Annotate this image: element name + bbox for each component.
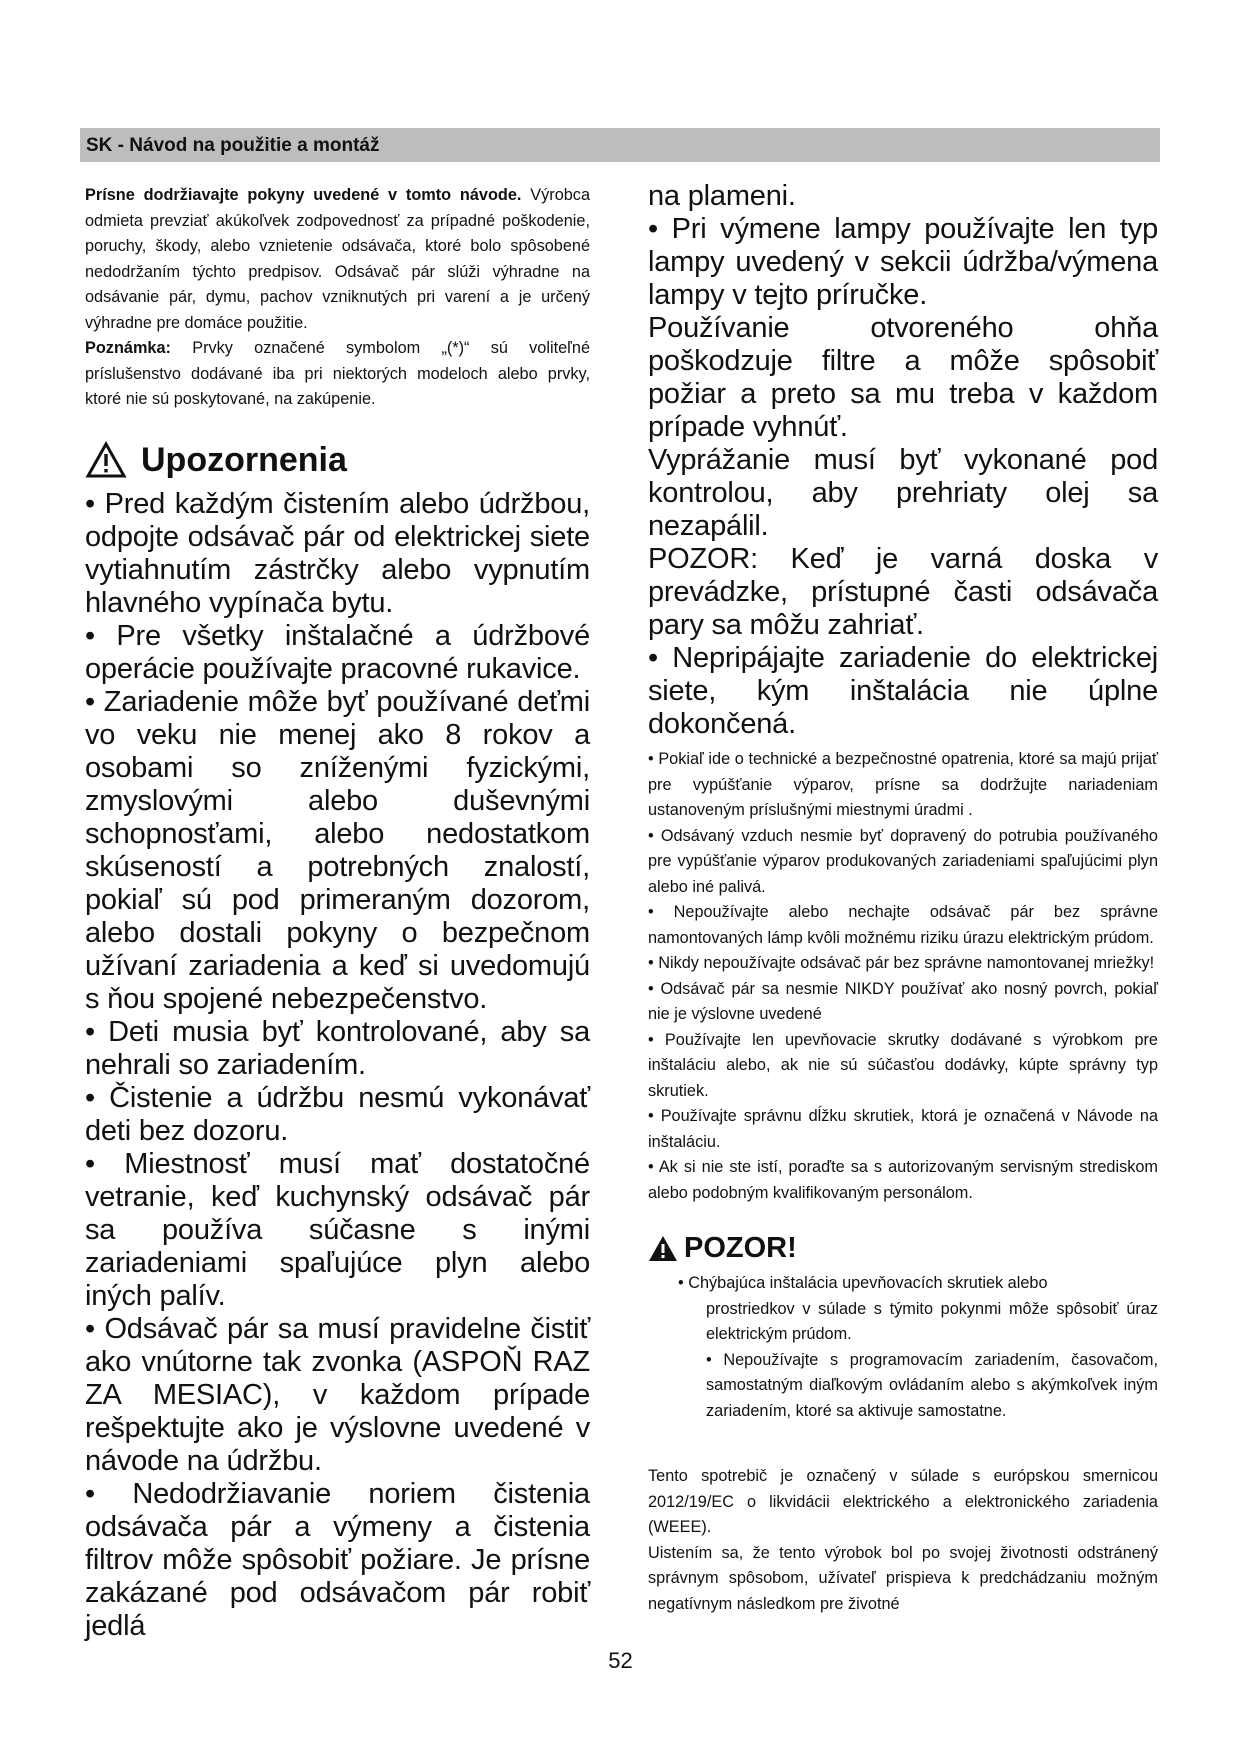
warning-item: • Čistenie a údržbu nesmú vykonávať deti bez dozoru. — [85, 1081, 590, 1147]
right-large-paragraph: na plameni. — [648, 180, 796, 212]
right-column — [648, 180, 1158, 1617]
weee-paragraph: Tento spotrebič je označený v súlade s európskou smernicou 2012/19/EC o likvidácii elektrického a elektronického zariadenia (WEEE). — [648, 1467, 1158, 1536]
safety-item: • Nepoužívajte alebo nechajte odsávač pár bez správne namontovaných lámp kvôli možnému riziku úrazu elektrickým prúdom. — [648, 903, 1158, 947]
warnings-heading — [85, 441, 590, 480]
warning-item: • Zariadenie môže byť používané deťmi vo veku nie menej ako 8 rokov a osobami so zníženými fyzickými, zmyslovými alebo duševnými schopnosťami, alebo nedostatkom skúseností a potrebných znalostí, pokiaľ sú pod primeraným dozorom, alebo dostali pokyny o bezpečnom užívaní zariadenia a keď si uvedomujú s ňou spojené nebezpečenstvo. — [85, 685, 590, 1015]
page-number: 52 — [608, 1648, 633, 1673]
right-large-paragraph: • Pri výmene lampy používajte len typ lampy uvedený v sekcii údržba/výmena lampy v tejto príručke. — [648, 213, 1158, 311]
warning-item: • Miestnosť musí mať dostatočné vetranie, keď kuchynský odsávač pár sa používa súčasne s inými zariadeniami spaľujúce plyn alebo iných palív. — [85, 1147, 590, 1312]
pozor-heading — [648, 1232, 1158, 1265]
warning-triangle-icon — [85, 441, 127, 479]
warning-item: • Deti musia byť kontrolované, aby sa nehrali so zariadením. — [85, 1015, 590, 1081]
pozor-item: • Chýbajúca inštalácia upevňovacích skrutiek alebo — [678, 1274, 1048, 1292]
intro-bold: Prísne dodržiavajte pokyny uvedené v tomto návode. — [85, 186, 522, 204]
safety-item: • Odsávaný vzduch nesmie byť dopravený do potrubia používaného pre vypúšťanie výparov produkovaných zariadeniami spaľujúcimi plyn alebo iné palivá. — [648, 826, 1158, 896]
safety-item: • Odsávač pár sa nesmie NIKDY používať ako nosný povrch, pokiaľ nie je výslovne uvedené — [648, 979, 1158, 1023]
warning-item: • Nedodržiavanie noriem čistenia odsávača pár a výmeny a čistenia filtrov môže spôsobiť požiare. Je prísne zakázané pod odsávačom pár robiť jedlá — [85, 1477, 590, 1642]
note-label: Poznámka: — [85, 339, 171, 357]
right-large-paragraph: POZOR: Keď je varná doska v prevádzke, prístupné časti odsávača pary sa môžu zahriať. — [648, 543, 1158, 641]
section-title: SK - Návod na použitie a montáž — [86, 135, 380, 156]
section-header — [80, 128, 1160, 162]
note-text: Prvky označené symbolom „(*)“ sú voliteľné príslušenstvo dodávané iba pri niektorých modeloch alebo prvky, ktoré nie sú poskytované, na zakúpenie. — [85, 339, 591, 408]
warning-filled-icon — [648, 1235, 678, 1262]
pozor-item: prostriedkov v súlade s týmito pokynmi môže spôsobiť úraz elektrickým prúdom. — [706, 1299, 1158, 1343]
intro-text: Výrobca odmieta prevziať akúkoľvek zodpovednosť za prípadné poškodenie, poruchy, škody, alebo vznietenie odsávača, ktoré bolo spôsobené nedodržaním týchto predpisov. Odsávač pár slúži výhradne na odsávanie pár, dymu, pachov vzniknutých pri varení a je určený výhradne pre domáce použitie. — [85, 186, 590, 332]
intro-paragraph — [85, 183, 590, 336]
safety-item: • Ak si nie ste istí, poraďte sa s autorizovaným servisným strediskom alebo podobným kvalifikovaným personálom. — [648, 1158, 1158, 1202]
warning-item: • Pre všetky inštalačné a údržbové operácie používajte pracovné rukavice. — [85, 619, 590, 685]
warning-item: • Odsávač pár sa musí pravidelne čistiť ako vnútorne tak zvonka (ASPOŇ RAZ ZA MESIAC), v každom prípade rešpektujte ako je výslovne uvedené v návode na údržbu. — [85, 1312, 590, 1477]
safety-item: • Pokiaľ ide o technické a bezpečnostné opatrenia, ktoré sa majú prijať pre vypúšťanie výparov, prísne sa dodržujte nariadeniam ustanoveným príslušnými miestnymi úradmi . — [648, 750, 1158, 819]
warning-item: • Pred každým čistením alebo údržbou, odpojte odsávač pár od elektrickej siete vytiahnutím zástrčky alebo vypnutím hlavného vypínača bytu. — [85, 487, 590, 619]
pozor-item: • Nepoužívajte s programovacím zariadením, časovačom, samostatným diaľkovým ovládaním alebo s akýmkoľvek iným zariadením, ktoré sa aktivuje samostatne. — [706, 1350, 1158, 1420]
safety-item: • Nikdy nepoužívajte odsávač pár bez správne namontovanej mriežky! — [648, 954, 1155, 972]
safety-item: • Používajte správnu dĺžku skrutiek, ktorá je označená v Návode na inštaláciu. — [648, 1107, 1158, 1151]
weee-section — [648, 1464, 1158, 1617]
right-large-paragraph: Vyprážanie musí byť vykonané pod kontrolou, aby prehriaty olej sa nezapálil. — [648, 444, 1158, 542]
weee-paragraph: Uistením sa, že tento výrobok bol po svojej životnosti odstránený správnym spôsobom, užívateľ prispieva k predchádzaniu možným negatívnym následkom pre životné — [648, 1543, 1158, 1613]
pozor-title: POZOR! — [684, 1232, 797, 1264]
right-large-paragraph: Používanie otvoreného ohňa poškodzuje filtre a môže spôsobiť požiar a preto sa mu treba v každom prípade vyhnúť. — [648, 312, 1158, 443]
warnings-title: Upozornenia — [141, 440, 347, 479]
right-large-paragraph: • Nepripájajte zariadenie do elektrickej siete, kým inštalácia nie úplne dokončená. — [648, 642, 1158, 740]
safety-item: • Používajte len upevňovacie skrutky dodávané s výrobkom pre inštaláciu alebo, ak nie sú súčasťou dodávky, kúpte správny typ skrutiek. — [648, 1030, 1158, 1100]
note-paragraph — [85, 336, 590, 413]
left-column — [85, 183, 590, 1643]
pozor-list — [678, 1271, 1158, 1424]
